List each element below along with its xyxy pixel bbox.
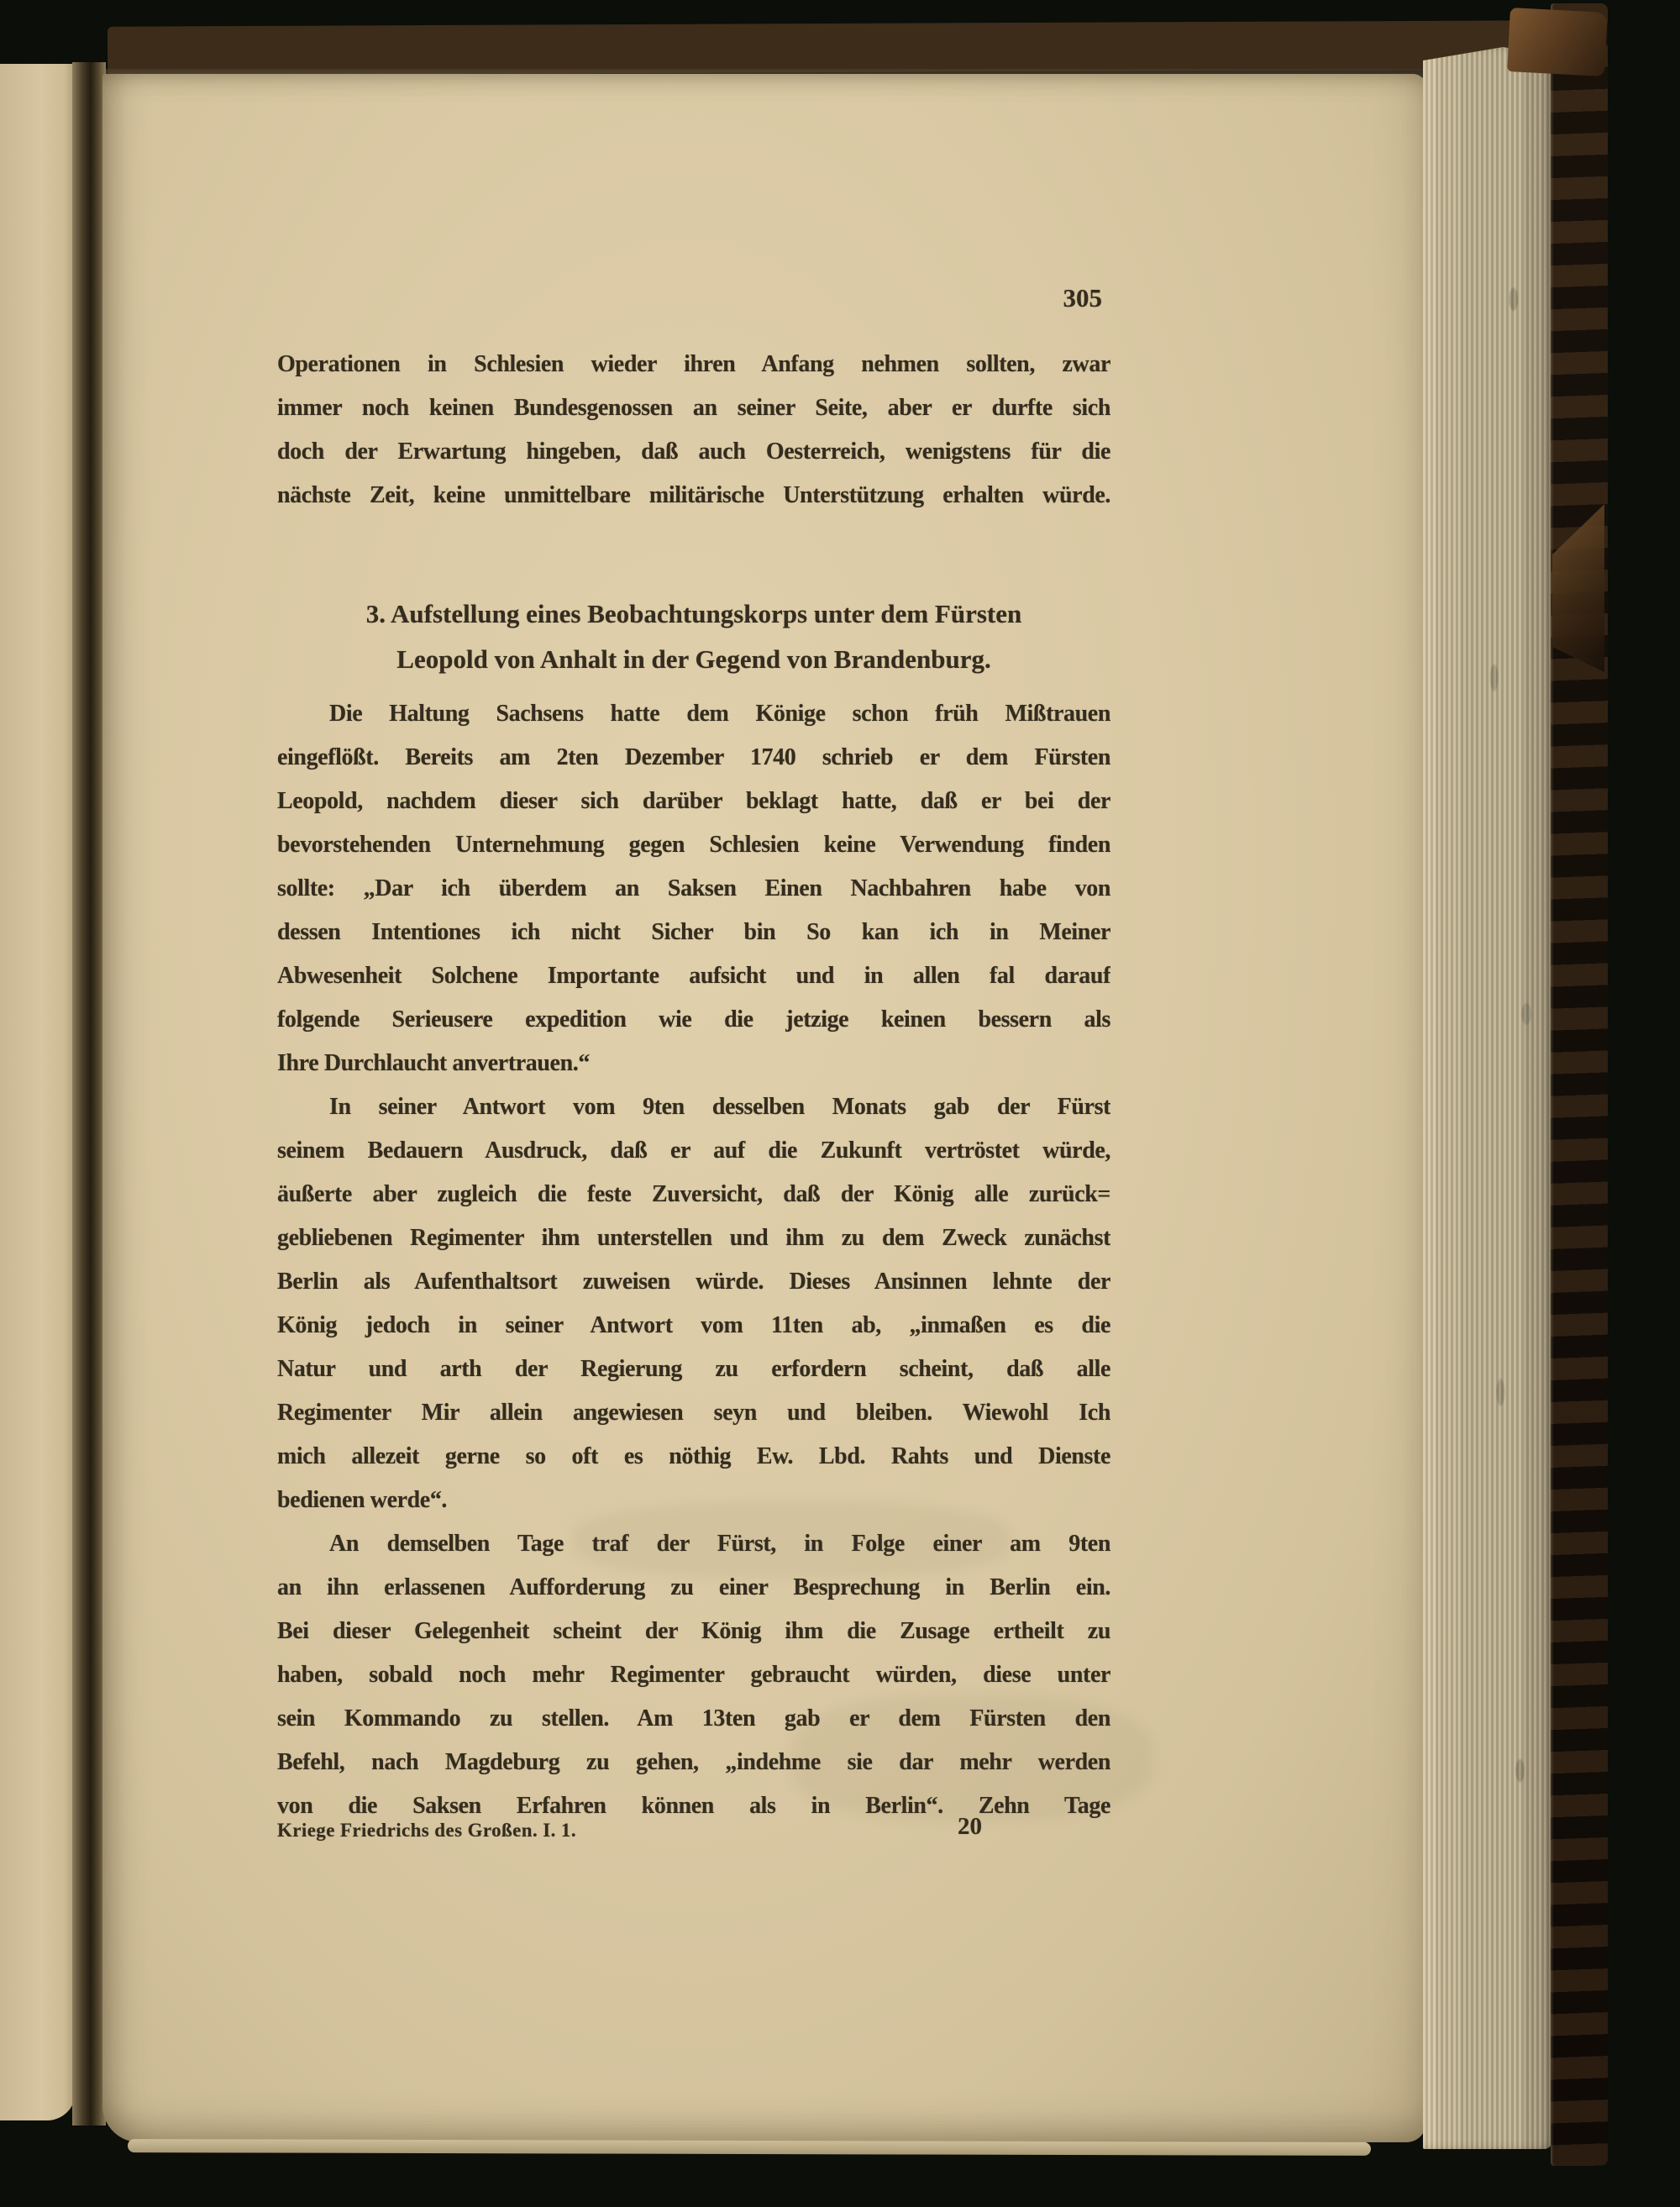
text-line: doch der Erwartung hingeben, daß auch Oesterreich, wenigstens für die — [277, 439, 1110, 465]
page-number: 305 — [1063, 283, 1102, 313]
text-line: eingeflößt. Bereits am 2ten Dezember 1740 schrieb er dem Fürsten — [277, 744, 1110, 770]
text-line: Operationen in Schlesien wieder ihren Anfang nehmen sollten, zwar — [277, 351, 1110, 377]
text-line: Bei dieser Gelegenheit scheint der König ihm die Zusage ertheilt zu — [277, 1618, 1110, 1644]
text-line: Leopold von Anhalt in der Gegend von Brandenburg. — [396, 644, 991, 674]
text-line: dessen Intentiones ich nicht Sicher bin So kan ich in Meiner — [277, 919, 1110, 945]
text-line: An demselben Tage traf der Fürst, in Folge einer am 9ten — [329, 1531, 1110, 1557]
text-line: Abwesenheit Solchene Importante aufsicht und in allen fal darauf — [277, 963, 1110, 989]
text-line: Leopold, nachdem dieser sich darüber beklagt hatte, daß er bei der — [277, 788, 1110, 814]
footer-sheet-number: 20 — [958, 1813, 982, 1840]
fore-edge-page-stack — [1423, 47, 1552, 2149]
text-line: folgende Serieusere expedition wie die jetzige keinen bessern als — [277, 1006, 1110, 1033]
text-line: bevorstehenden Unternehmung gegen Schlesien keine Verwendung finden — [277, 832, 1110, 858]
paragraph — [277, 343, 1110, 518]
text-line: an ihn erlassenen Aufforderung zu einer Besprechung in Berlin ein. — [277, 1574, 1110, 1600]
text-line: nächste Zeit, keine unmittelbare militärische Unterstützung erhalten würde. — [277, 482, 1110, 508]
text-line: mich allezeit gerne so oft es nöthig Ew. Lbd. Rahts und Dienste — [277, 1443, 1110, 1469]
text-line: äußerte aber zugleich die feste Zuversicht, daß der König alle zurück= — [277, 1181, 1110, 1207]
book-top-cover-edge — [108, 20, 1539, 75]
text-line: sollte: „Dar ich überdem an Saksen Einen Nachbahren habe von — [277, 875, 1110, 901]
book-back-cover-edge — [1551, 3, 1608, 2166]
paragraph — [277, 1085, 1110, 1522]
text-line: Befehl, nach Magdeburg zu gehen, „indehme sie dar mehr werden — [277, 1749, 1110, 1775]
text-line: Natur und arth der Regierung zu erfordern scheint, daß alle — [277, 1356, 1110, 1382]
text-line: Regimenter Mir allein angewiesen seyn und bleiben. Wiewohl Ich — [277, 1400, 1110, 1426]
text-line: gebliebenen Regimenter ihm unterstellen und ihm zu dem Zweck zunächst — [277, 1225, 1110, 1251]
paragraph — [277, 1522, 1110, 1828]
text-line: seinem Bedauern Ausdruck, daß er auf die Zukunft vertröstet würde, — [277, 1138, 1110, 1164]
cover-corner-damage — [1507, 8, 1608, 76]
text-line: 3. Aufstellung eines Beobachtungskorps unter dem Fürsten — [365, 599, 1022, 628]
binding-gutter — [72, 62, 106, 2126]
paragraph — [277, 692, 1110, 1085]
text-line: Berlin als Aufenthaltsort zuweisen würde. Dieses Ansinnen lehnte der — [277, 1269, 1110, 1295]
section-heading — [277, 591, 1110, 682]
footer-signature-title: Kriege Friedrichs des Großen. I. 1. — [277, 1820, 576, 1841]
text-line: von die Saksen Erfahren können als in Berlin“. Zehn Tage — [277, 1793, 1110, 1819]
text-line: sein Kommando zu stellen. Am 13ten gab er dem Fürsten den — [277, 1705, 1110, 1731]
text-line: haben, sobald noch mehr Regimenter gebraucht würden, diese unter — [277, 1662, 1110, 1688]
underlying-page-edge — [128, 2139, 1371, 2156]
text-line: In seiner Antwort vom 9ten desselben Monats gab der Fürst — [329, 1094, 1110, 1120]
text-blocks — [277, 343, 1110, 1828]
text-line: Ihre Durchlaucht anvertrauen.“ — [277, 1050, 590, 1076]
text-line: immer noch keinen Bundesgenossen an seiner Seite, aber er durfte sich — [277, 395, 1110, 421]
text-line: bedienen werde“. — [277, 1487, 448, 1513]
text-line: König jedoch in seiner Antwort vom 11ten ab, „inmaßen es die — [277, 1312, 1110, 1338]
text-line: Die Haltung Sachsens hatte dem Könige schon früh Mißtrauen — [329, 701, 1110, 727]
previous-page-edge — [0, 64, 76, 2120]
